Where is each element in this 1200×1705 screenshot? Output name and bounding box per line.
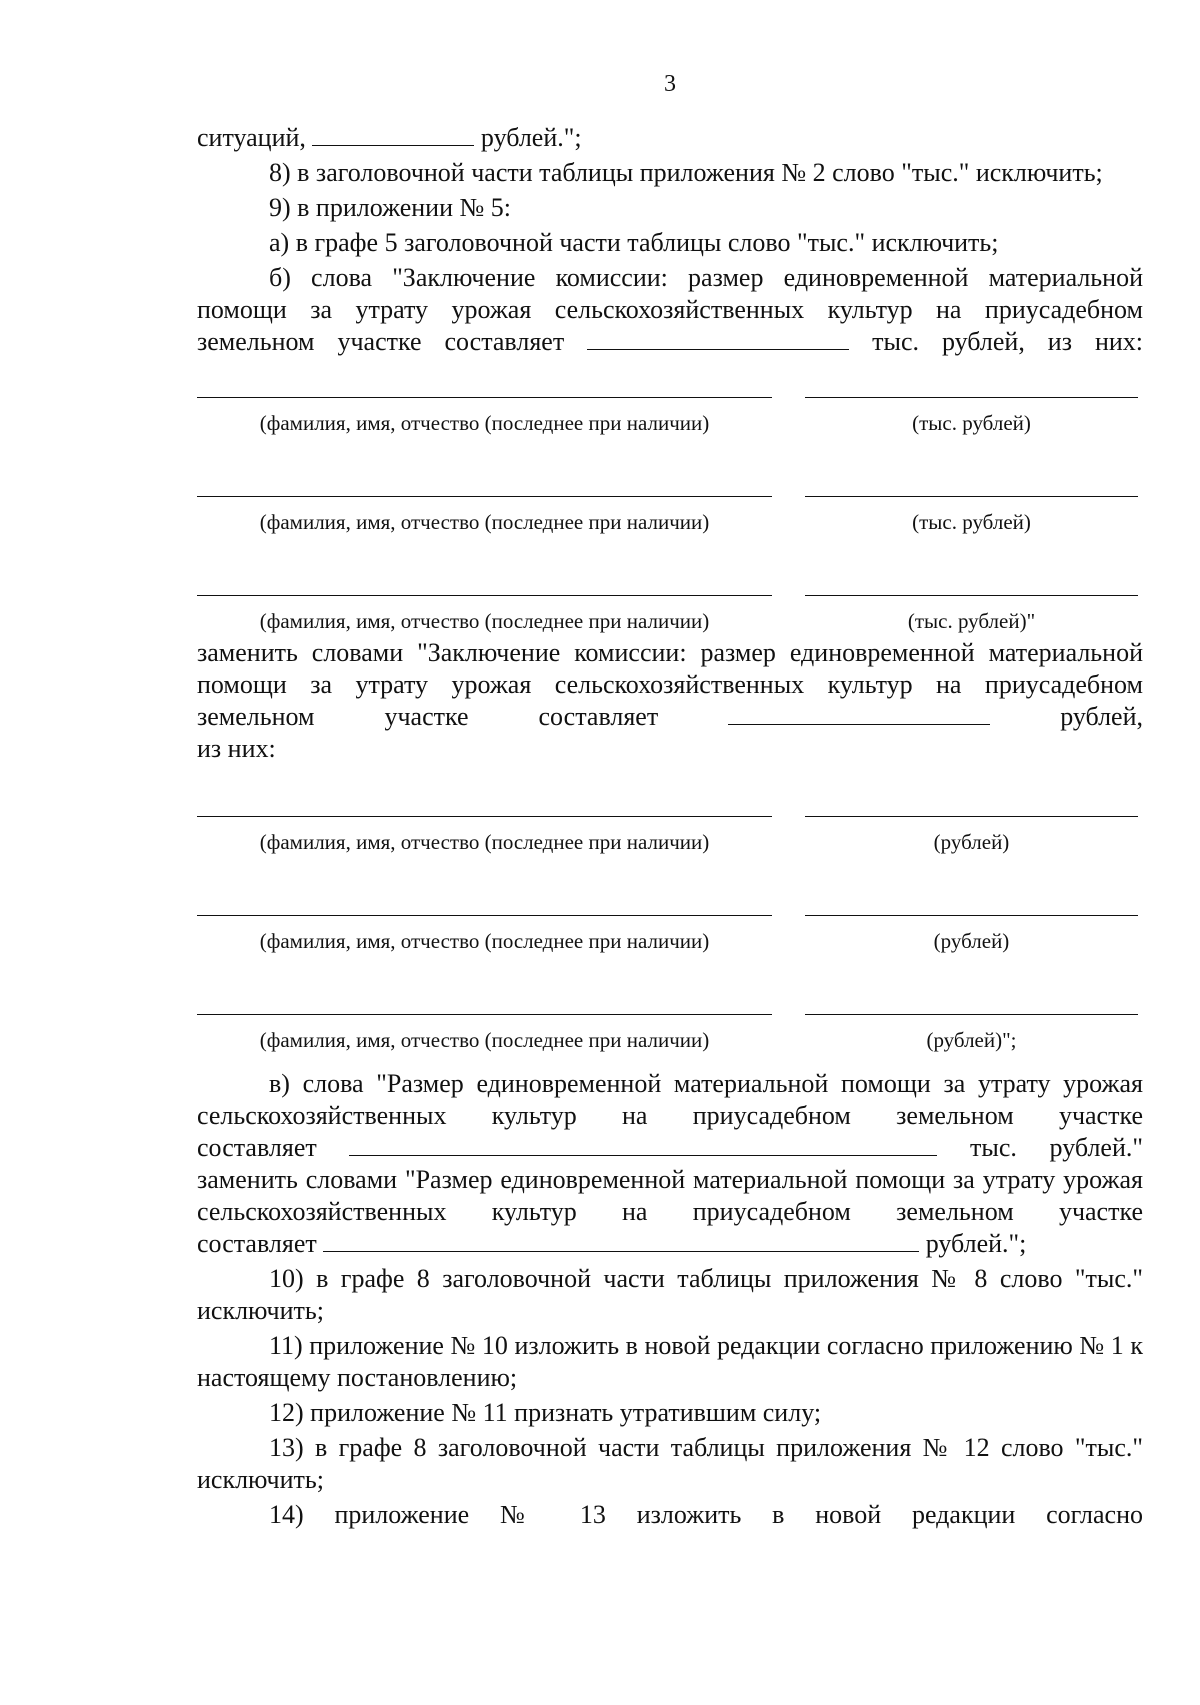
text: заменить словами "Заключение комиссии: размер единовременной материальной помощи за утрату урожая сельскохозяйственных культур на приусадебном земельном участке составляет [197,638,1143,731]
signature-list-new [197,789,1143,1086]
text: рублей."; [925,1229,1027,1258]
name-caption: (фамилия, имя, отчество (последнее при наличии) [259,510,710,534]
text: рублей."; [480,123,582,152]
item-9v-line-4 [197,1228,1143,1260]
item-10: 10) в графе 8 заголовочной части таблицы приложения № 8 слово "тыс." исключить; [197,1264,1143,1325]
name-line [197,816,772,817]
signature-row [197,888,1143,987]
item-9b [197,262,1143,358]
paragraph-top [197,122,1143,154]
name-caption: (фамилия, имя, отчество (последнее при наличии) [259,609,710,633]
item-9v [197,1068,1143,1260]
item-13: 13) в графе 8 заголовочной части таблицы приложения № 12 слово "тыс." исключить; [197,1433,1143,1494]
text: тыс. рублей." [970,1133,1143,1162]
item-11: 11) приложение № 10 изложить в новой редакции согласно приложению № 1 к настоящему постановлению; [197,1331,1143,1392]
name-caption: (фамилия, имя, отчество (последнее при наличии) [259,830,710,854]
signature-row [197,370,1143,469]
text: рублей, [1060,702,1144,731]
text: ситуаций, [197,123,306,152]
amount-line [805,595,1138,596]
signature-row [197,789,1143,888]
text: б) слова "Заключение комиссии: размер единовременной материальной помощи за утрату урожая сельскохозяйственных культур на приусадебном земельном участке составляет [197,263,1143,356]
name-line [197,496,772,497]
signature-list-old [197,370,1143,667]
blank-line [312,123,474,146]
name-caption: (фамилия, имя, отчество (последнее при наличии) [259,1028,710,1052]
signature-row [197,469,1143,568]
amount-caption: (рублей) [933,830,1010,854]
item-9v-line-2 [197,1132,1143,1164]
item-12: 12) приложение № 11 признать утратившим силу; [269,1398,822,1427]
amount-caption: (тыс. рублей) [912,510,1031,534]
amount-line [805,915,1138,916]
amount-caption: (тыс. рублей)" [907,609,1036,633]
blank-line [587,327,849,350]
name-line [197,595,772,596]
text: тыс. рублей, из них: [872,327,1143,356]
signature-row [197,568,1143,667]
name-line [197,397,772,398]
amount-line [805,816,1138,817]
name-caption: (фамилия, имя, отчество (последнее при наличии) [259,411,710,435]
amount-caption: (тыс. рублей) [912,411,1031,435]
name-line [197,915,772,916]
text: составляет [197,1229,317,1258]
amount-line [805,1014,1138,1015]
document-body [197,122,1143,1531]
item-8: 8) в заголовочной части таблицы приложения № 2 слово "тыс." исключить; [269,158,1103,187]
item-9a: а) в графе 5 заголовочной части таблицы слово "тыс." исключить; [269,228,999,257]
amount-line [805,397,1138,398]
replace-paragraph-1-tail: из них: [197,734,276,763]
amount-line [805,496,1138,497]
item-9v-line-3: заменить словами "Размер единовременной материальной помощи за утрату урожая сельскохозяйственных культур на приусадебном земельном участке [197,1165,1143,1226]
item-14: 14) приложение № 13 изложить в новой редакции согласно [269,1500,1143,1529]
blank-line [728,702,990,725]
name-line [197,1014,772,1015]
amount-caption: (рублей)"; [926,1028,1017,1052]
blank-line [323,1229,919,1252]
page-number: 3 [664,71,676,97]
item-9v-line-1: в) слова "Размер единовременной материальной помощи за утрату урожая сельскохозяйственных культур на приусадебном земельном участке [197,1069,1143,1130]
amount-caption: (рублей) [933,929,1010,953]
item-9: 9) в приложении № 5: [269,193,512,222]
name-caption: (фамилия, имя, отчество (последнее при наличии) [259,929,710,953]
text: составляет [197,1133,317,1162]
signature-row [197,987,1143,1086]
blank-line [349,1133,937,1156]
